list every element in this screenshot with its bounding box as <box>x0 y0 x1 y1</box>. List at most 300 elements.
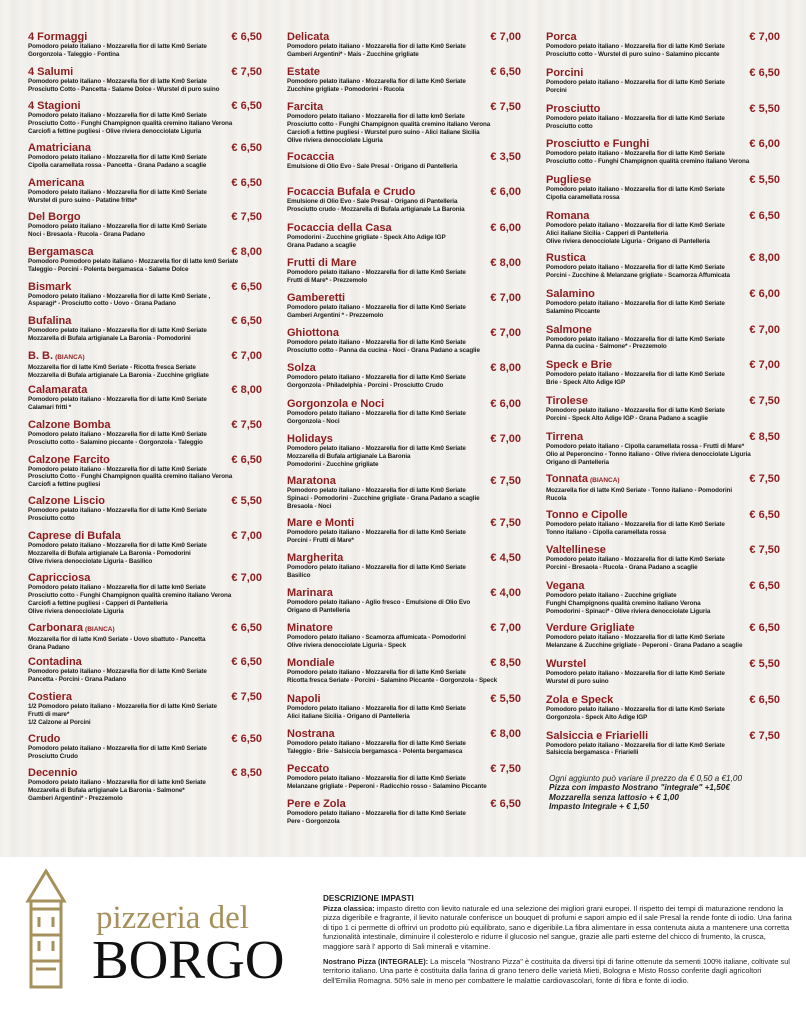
menu-item-header <box>546 67 780 79</box>
menu-item-ingredients: Olio al Peperoncino - Tonno italiano - Olive riviera denocciolate Liguria <box>546 450 751 458</box>
menu-item-ingredients: Brie - Speck Alto Adige IGP <box>546 379 626 387</box>
menu-item-ingredients: Porcini - Zucchine & Melanzane grigliate - Scamorza Affumicata <box>546 271 730 279</box>
menu-item-price: € 7,00 <box>490 327 521 340</box>
menu-item-price: € 6,50 <box>231 656 262 669</box>
menu-item-ingredients: Alici italiane Sicilia - Origano di Pantelleria <box>287 712 410 720</box>
menu-item <box>287 657 521 685</box>
paragraph-text: La miscela "Nostrano Pizza" è costituita da diversi tipi di farine ottenute da sementi 100% italiane, coltivate sul territorio italiano. Una parte è costituita dalla farina di grano tenero delle varietà Mieti, Bologna e Misto Rosso conferite dagli agricoltori dell'Emilia Romagna. 50% sale in meno per combattere le malattie cardiovascolari, fonte di fibra e fonte di iodio. <box>323 957 790 985</box>
menu-item <box>546 622 780 650</box>
menu-item-header <box>28 572 262 584</box>
menu-item <box>28 66 262 94</box>
menu-item-price: € 6,50 <box>231 280 262 293</box>
menu-item-name: Prosciutto <box>546 102 601 115</box>
menu-item-name: Frutti di Mare <box>287 256 357 269</box>
menu-item-header <box>546 622 780 634</box>
menu-item-price: € 8,50 <box>749 430 780 443</box>
menu-item-price: € 7,50 <box>231 418 262 431</box>
menu-item-header <box>28 281 262 293</box>
menu-item-header <box>28 384 262 396</box>
menu-item-header <box>287 151 521 163</box>
menu-item-ingredients: Pomodoro pelato italiano - Mozzarella fior di latte Km0 Seriate <box>287 409 466 417</box>
menu-item-ingredients: Grana Padano a scaglie <box>287 241 356 249</box>
menu-item-price: € 6,50 <box>490 798 521 811</box>
menu-item-name: Bufalina <box>28 315 72 328</box>
menu-item-price: € 8,00 <box>490 362 521 375</box>
menu-item-ingredients: Pomodoro pelato italiano - Mozzarella fior di latte Km0 Seriate <box>28 430 207 438</box>
menu-item-header <box>28 733 262 745</box>
menu-item-ingredients: Mozzarella di Bufala artigianale La Baronia <box>287 452 411 460</box>
menu-item <box>28 177 262 205</box>
menu-item-price: € 8,00 <box>231 384 262 397</box>
menu-item-ingredients: Pomodoro pelato italiano - Mozzarella fior di latte Km0 Seriate <box>28 154 207 162</box>
footer <box>0 857 806 1024</box>
menu-item <box>287 475 521 511</box>
menu-item-ingredients: Prosciutto Cotto - Funghi Champignon qualità cremino italiano Verona <box>28 473 233 481</box>
menu-item-price: € 7,00 <box>490 292 521 304</box>
menu-item <box>546 288 780 316</box>
menu-item-name: Vegana <box>546 580 585 593</box>
menu-item-ingredients: Carciofi a fettine pugliesi - Olive riviera denocciolate Liguria <box>28 128 202 135</box>
menu-item-header <box>28 315 262 327</box>
menu-item-price: € 6,50 <box>231 315 262 328</box>
menu-item-name: Solza <box>287 362 316 375</box>
menu-item-price: € 6,50 <box>231 453 262 466</box>
menu-item-header <box>28 246 262 258</box>
menu-item-ingredients: Pomodoro pelato italiano - Mozzarella fior di latte Km0 Seriate <box>546 186 725 194</box>
menu-item-ingredients: Pomodoro pelato italiano - Mozzarella fior di latte Km0 Seriate <box>28 77 207 85</box>
menu-item-name: Bismark <box>28 280 72 293</box>
menu-item-name: Salsiccia e Friarielli <box>546 729 649 742</box>
menu-item-ingredients: Pomodoro pelato italiano - Mozzarella fior di latte Km0 Seriate <box>287 268 466 276</box>
menu-item-name: Contadina <box>28 656 82 669</box>
menu-item-name: Americana <box>28 176 85 189</box>
menu-item-name: Focaccia Bufala e Crudo <box>287 186 416 199</box>
menu-item-ingredients: Gorgonzola - Taleggio - Fontina <box>28 50 120 58</box>
menu-item-price: € 6,50 <box>231 31 262 43</box>
menu-item-name: Ghiottona <box>287 327 339 340</box>
menu-item-ingredients: Pomodoro pelato italiano - Mozzarella fior di latte Km0 Seriate <box>28 542 207 549</box>
menu-item-ingredients: Prosciutto cotto - Salamino piccante - Gorgonzola - Taleggio <box>28 438 203 446</box>
menu-item-header <box>28 100 262 112</box>
paragraph-text: impasto diretto con lievito naturale ed una selezione dei migliori grani europei. Il rispetto dei tempi di maturazione rendono la pizza digeribile e fragrante, il lievito naturale conferisce un bouquet di profumi e sapori ampio ed il sale Presal la rende fonte di iodio. Una farina di tipo 1 ci permette di offrirvi un prodotto più equilibrato, sano e digeribile.La fibra alimentare in essa contenuta aiuta a mantenere una corretta funzionalità intestinale, diminuire il colesterolo e ridurre il glucosio nel sangue, grazie alle parti esterne del chicco di frumento, la crusca, maggiore sarà l' apporto di Sali minerali e vitamine. <box>323 904 792 951</box>
menu-item-ingredients: Carciofi a fettine pugliesi <box>28 481 101 489</box>
pizzeria-logo <box>22 869 284 989</box>
menu-item-name: Estate <box>287 66 321 79</box>
paragraph-lead: Pizza classica: <box>323 904 375 913</box>
menu-item-header <box>287 433 521 445</box>
menu-item-ingredients: Prosciutto Cotto - Pancetta - Salame Dolce - Wurstel di puro suino <box>28 85 220 93</box>
menu-item-header <box>28 350 262 364</box>
menu-item-name: Margherita <box>287 551 344 564</box>
menu-item-name: Tonnata <box>546 472 588 485</box>
menu-item-ingredients: Pomodoro pelato italiano - Mozzarella fior di latte Km0 Seriate <box>546 520 725 528</box>
menu-item-tag: (BIANCA) <box>55 353 85 361</box>
menu-item-name: Mare e Monti <box>287 516 355 529</box>
menu-item <box>546 324 780 352</box>
menu-item-price: € 7,00 <box>231 530 262 542</box>
menu-item-header <box>546 509 780 521</box>
menu-item-price: € 4,00 <box>490 587 521 599</box>
menu-item <box>28 572 262 616</box>
menu-item-price: € 6,50 <box>231 176 262 189</box>
menu-item-name: Salmone <box>546 323 592 336</box>
menu-item-header <box>287 622 521 634</box>
menu-item <box>28 281 262 309</box>
menu-item <box>28 419 262 447</box>
menu-item-header <box>287 798 521 810</box>
menu-item-header <box>546 359 780 371</box>
menu-item-ingredients: Olive riviera denocciolate Liguria - Basilico <box>28 557 153 565</box>
menu-item-price: € 6,00 <box>490 221 521 234</box>
menu-item <box>28 495 262 523</box>
menu-item-ingredients: Emulsione di Olio Evo - Sale Presal - Origano di Pantelleria <box>287 198 458 206</box>
menu-item-name: Calzone Liscio <box>28 495 106 508</box>
description-title: DESCRIZIONE IMPASTI <box>323 894 414 903</box>
menu-item <box>546 252 780 280</box>
menu-item-header <box>546 395 780 407</box>
menu-item-ingredients: Olive riviera denocciolate Liguria - Speck <box>287 642 406 650</box>
menu-item <box>287 66 521 94</box>
menu-item-name: Maratona <box>287 474 336 487</box>
menu-item-price: € 5,50 <box>749 174 780 187</box>
menu-item <box>546 730 780 758</box>
menu-item <box>28 384 262 412</box>
menu-item-ingredients: Pomodoro pelato italiano - Mozzarella fior di latte km0 Seriate <box>287 113 465 121</box>
tower-icon <box>22 869 70 989</box>
menu-item-header <box>546 473 780 487</box>
menu-item-ingredients: Pomodoro pelato italiano - Mozzarella fior di latte Km0 Seriate <box>287 669 466 677</box>
menu-item-price: € 6,50 <box>231 100 262 113</box>
menu-item-ingredients: Pomodoro pelato italiano - Mozzarella fior di latte Km0 Seriate <box>546 705 725 713</box>
menu-item-ingredients: Mozzarella fior di latte Km0 Seriate - Uovo sbattuto - Pancetta <box>28 635 206 643</box>
menu-item-name: Valtellinese <box>546 544 606 557</box>
menu-item-ingredients: Olive riviera denocciolate Liguria <box>287 137 383 145</box>
menu-item-header <box>287 728 521 740</box>
menu-item <box>28 350 262 380</box>
menu-item-name: Mondiale <box>287 657 335 670</box>
menu-item-header <box>287 398 521 410</box>
menu-item-name: Salamino <box>546 287 595 300</box>
menu-item-ingredients: Prosciutto cotto - Funghi Champignon qualità cremino italiano Verona <box>287 121 491 129</box>
menu-item-header <box>287 517 521 529</box>
menu-item-name: Speck e Brie <box>546 359 613 372</box>
menu-item-price: € 6,50 <box>231 621 262 634</box>
menu-item-header <box>28 142 262 154</box>
menu-item <box>287 151 521 171</box>
menu-item-ingredients: Cipolla caramellata rossa - Pancetta - Grana Padano a scaglie <box>28 162 207 169</box>
menu-item-header <box>287 362 521 374</box>
menu-item-price: € 7,00 <box>231 349 262 362</box>
menu-item-ingredients: Pomodoro pelato italiano - Mozzarella fior di latte Km0 Seriate , <box>28 292 211 300</box>
menu-item-ingredients: Calamari fritti * <box>28 404 72 412</box>
menu-item-price: € 6,50 <box>231 142 262 155</box>
menu-item-header <box>28 656 262 668</box>
menu-item-ingredients: Pomodoro pelato italiano - Mozzarella fior di latte Km0 Seriate <box>287 374 466 382</box>
menu-item-ingredients: Prosciutto crudo - Mozzarella di Bufala artigianale La Baronia <box>287 206 465 214</box>
logo-text-top: pizzeria del <box>96 900 249 936</box>
note-line: Ogni aggiunto può variare il prezzo da € 0,50 a €1,00 <box>549 774 742 783</box>
menu-item-header <box>28 767 262 779</box>
menu-item-ingredients: Pomodoro pelato italiano - Mozzarella fior di latte Km0 Seriate <box>28 396 207 404</box>
menu-item <box>28 767 262 803</box>
menu-item-ingredients: Pomodoro pelato italiano - Mozzarella fior di latte Km0 Seriate <box>546 371 725 379</box>
menu-item-price: € 7,50 <box>231 211 262 224</box>
menu-item-name: Calzone Farcito <box>28 453 110 466</box>
menu-item-ingredients: Pomodoro pelato italiano - Mozzarella fior di latte Km0 Seriate <box>28 223 207 231</box>
description-paragraph-integral <box>323 957 793 985</box>
menu-item <box>546 138 780 166</box>
menu-item <box>287 327 521 355</box>
menu-item <box>546 395 780 423</box>
menu-item <box>28 211 262 239</box>
menu-item <box>28 142 262 170</box>
menu-item-header <box>546 138 780 150</box>
menu-item-name: Verdure Grigliate <box>546 622 635 635</box>
menu-item <box>546 174 780 202</box>
menu-item <box>546 31 780 59</box>
menu-item-price: € 7,00 <box>749 359 780 372</box>
menu-item-ingredients: Ricotta fresca Seriate - Porcini - Salamino Piccante - Gorgonzola - Speck <box>287 677 498 685</box>
menu-item-name: Prosciutto e Funghi <box>546 138 650 151</box>
menu-item <box>546 431 780 467</box>
menu-item <box>287 728 521 756</box>
menu-item-header <box>287 693 521 705</box>
menu-item-ingredients: Pomodoro pelato italiano - Mozzarella fior di latte Km0 Seriate <box>546 150 725 158</box>
menu-item-price: € 7,50 <box>749 395 780 408</box>
menu-item-ingredients: Emulsione di Olio Evo - Sale Presal - Origano di Pantelleria <box>287 163 458 171</box>
menu-item <box>28 656 262 684</box>
menu-item-name: Gorgonzola e Noci <box>287 397 385 410</box>
note-line: Mozzarella senza lattosio + € 1,00 <box>549 792 679 802</box>
menu-item-header <box>287 587 521 599</box>
menu-item-ingredients: Cipolla caramellata rossa <box>546 194 620 202</box>
menu-item-name: Tirrena <box>546 430 584 443</box>
menu-item-header <box>546 658 780 670</box>
menu-item-ingredients: Pomodoro pelato italiano - Cipolla caramellata rossa - Frutti di Mare* <box>546 442 745 450</box>
menu-item-ingredients: Pomodoro pelato italiano - Mozzarella fior di latte Km0 Seriate <box>546 634 725 642</box>
menu-item-name: Rustica <box>546 251 586 264</box>
menu-item-name: Pere e Zola <box>287 798 346 811</box>
menu-item-ingredients: Pomodoro pelato italiano - Mozzarella fior di latte Km0 Seriate <box>287 444 466 452</box>
menu-item <box>287 292 521 320</box>
menu-item-header <box>546 31 780 43</box>
menu-item-price: € 6,00 <box>490 397 521 410</box>
menu-item-ingredients: Pomodoro pelato italiano - Mozzarella fior di latte Km0 Seriate <box>287 704 466 712</box>
menu-item-price: € 7,00 <box>749 323 780 336</box>
menu-item <box>28 691 262 727</box>
menu-item-ingredients: Porcini - Bresaola - Rucola - Grana Padano a scaglie <box>546 564 698 572</box>
menu-item-name: Holidays <box>287 432 333 445</box>
menu-item <box>546 473 780 503</box>
menu-item-header <box>287 327 521 339</box>
menu-item-ingredients: Salsiccia bergamasca - Friarielli <box>546 749 639 757</box>
menu-item <box>546 658 780 686</box>
extras-notes <box>549 774 789 812</box>
menu-item-header <box>28 622 262 636</box>
menu-item-price: € 8,00 <box>490 727 521 740</box>
menu-item-ingredients: Bresaola - Noci <box>287 502 332 510</box>
menu-item-ingredients: Olive riviera denocciolate Liguria <box>28 607 124 615</box>
menu-item-price: € 8,50 <box>490 657 521 670</box>
menu-item-price: € 6,00 <box>490 186 521 199</box>
menu-item-ingredients: Pomodoro pelato italiano - Mozzarella fior di latte Km0 Seriate <box>546 556 725 564</box>
menu-item-ingredients: Prosciutto cotto - Panna da cucina - Noci - Grana Padano a scaglie <box>287 347 480 355</box>
menu-item-header <box>287 31 521 43</box>
menu-item-ingredients: Pomodoro pelato italiano - Mozzarella fior di latte Km0 Seriate <box>287 775 466 782</box>
menu-item <box>546 359 780 387</box>
menu-item-price: € 5,50 <box>749 102 780 115</box>
menu-item-name: Minatore <box>287 622 333 635</box>
menu-item <box>287 398 521 426</box>
menu-item <box>287 257 521 285</box>
menu-item-header <box>287 552 521 564</box>
menu-item-header <box>546 210 780 222</box>
menu-item-ingredients: Gorgonzola - Noci <box>287 417 340 425</box>
menu-item-price: € 6,50 <box>749 210 780 222</box>
menu-item-header <box>546 730 780 742</box>
menu-item-name: Carbonara <box>28 621 84 634</box>
menu-item-ingredients: Gamberi Argentini* - Mais - Zucchine grigliate <box>287 50 419 58</box>
menu-item-price: € 6,50 <box>749 693 780 706</box>
menu-item-ingredients: Pomodoro pelato italiano - Mozzarella fior di latte Km0 Seriate <box>28 507 207 515</box>
menu-item-ingredients: Pomodoro pelato italiano - Mozzarella fior di latte Km0 Seriate <box>546 741 725 749</box>
menu-item <box>546 580 780 616</box>
menu-item-ingredients: Pomodoro pelato italiano - Mozzarella fior di latte Km0 Seriate <box>287 810 466 818</box>
menu-item-name: Calamarata <box>28 384 88 397</box>
menu-item <box>287 101 521 145</box>
menu-item-ingredients: Mozzarella di Bufala artigianale La Baronia - Zucchine grigliate <box>28 371 209 379</box>
menu-item-header <box>546 103 780 115</box>
menu-item-name: Bergamasca <box>28 245 94 258</box>
menu-item-name: Peccato <box>287 763 330 775</box>
menu-item-ingredients: Prosciutto cotto <box>546 122 593 130</box>
menu-item-name: 4 Formaggi <box>28 31 88 43</box>
menu-item-price: € 8,50 <box>231 767 262 780</box>
menu-item-ingredients: Prosciutto Cotto - Funghi Champignon qualità cremino italiano Verona <box>28 120 233 128</box>
menu-item-price: € 7,00 <box>490 622 521 635</box>
menu-item <box>28 100 262 136</box>
menu-item-ingredients: Pomodoro pelato italiano - Mozzarella fior di latte Km0 Seriate <box>28 188 207 196</box>
menu-item-ingredients: Gorgonzola - Speck Alto Adige IGP <box>546 713 648 721</box>
menu-item-ingredients: Pomodoro pelato italiano - Mozzarella fior di latte Km0 Seriate <box>28 327 207 335</box>
menu-item-header <box>28 495 262 507</box>
menu-item-ingredients: Pomodoro pelato italiano - Aglio fresco - Emulsione di Olio Evo <box>287 599 471 606</box>
menu-item <box>546 210 780 246</box>
menu-item <box>546 509 780 537</box>
menu-item-ingredients: Pomodoro pelato italiano - Mozzarella fior di latte Km0 Seriate <box>287 78 466 86</box>
menu-item-ingredients: Mozzarella di Bufala artigianale La Baronia - Pomodorini <box>28 549 191 557</box>
menu-item <box>287 31 521 59</box>
menu-item <box>287 517 521 545</box>
menu-item-ingredients: Pomodorini - Zucchine grigliate - Speck Alto Adige IGP <box>287 233 446 241</box>
menu-item-ingredients: Pancetta - Porcini - Grana Padano <box>28 676 127 684</box>
menu-item-ingredients: Taleggio - Porcini - Polenta bergamasca - Salame Dolce <box>28 265 189 273</box>
menu-item-name: Romana <box>546 210 590 222</box>
menu-item-header <box>287 186 521 198</box>
menu-item-price: € 6,50 <box>749 622 780 635</box>
menu-item <box>287 798 521 826</box>
menu-item-tag: (BIANCA) <box>85 625 115 633</box>
menu-item-ingredients: Pomodoro pelato italiano - Mozzarella fior di latte Km0 Seriate <box>28 668 207 676</box>
menu-item-ingredients: Prosciutto cotto <box>28 515 75 523</box>
menu-item-price: € 6,50 <box>749 508 780 521</box>
menu-item-name: Crudo <box>28 732 61 745</box>
menu-item <box>287 622 521 650</box>
menu-item-ingredients: 1/2 Pomodoro pelato italiano - Mozzarella fior di latte Km0 Seriate <box>28 702 217 710</box>
menu-item-header <box>546 174 780 186</box>
menu-item-ingredients: Pomodorini - Spinaci* - Olive riviera denocciolate Liguria <box>546 608 711 615</box>
menu-item <box>546 694 780 722</box>
menu-item-header <box>28 419 262 431</box>
menu-item-name: Focaccia della Casa <box>287 221 392 234</box>
menu-item-header <box>546 431 780 443</box>
menu-item-name: Pugliese <box>546 174 592 187</box>
menu-item-ingredients: Prosciutto cotto - Funghi Champignon qualità cremino italiano Verona <box>546 158 750 166</box>
menu-item-name: Napoli <box>287 692 321 705</box>
menu-item-header <box>287 657 521 669</box>
menu-item-name: Focaccia <box>287 151 335 164</box>
menu-item-price: € 7,50 <box>490 101 521 114</box>
note-line: Pizza con impasto Nostrano "integrale" +1,50€ <box>549 783 730 793</box>
menu-item-price: € 8,00 <box>749 251 780 264</box>
menu-item-price: € 6,00 <box>749 138 780 151</box>
menu-item-ingredients: Pomodoro pelato italiano - Mozzarella fior di latte Km0 Seriate <box>28 744 207 752</box>
menu-item-price: € 5,50 <box>231 495 262 508</box>
menu-item-ingredients: Mozzarella fior di latte Km0 Seriate - Ricotta fresca Seriate <box>28 363 196 371</box>
menu-item-header <box>287 66 521 78</box>
menu-item-ingredients: Pomodoro pelato italiano - Mozzarella fior di latte Km0 Seriate <box>287 486 466 494</box>
menu-item <box>287 186 521 214</box>
menu-item-ingredients: 1/2 Calzone al Porcini <box>28 718 91 726</box>
menu-item-name: 4 Stagioni <box>28 100 81 113</box>
menu-item-name: Capricciosa <box>28 571 91 584</box>
menu-item-price: € 7,00 <box>231 571 262 584</box>
menu-item-name: Decennio <box>28 767 78 780</box>
menu-item-ingredients: Pomodoro pelato italiano - Mozzarella fior di latte Km0 Seriate <box>287 563 466 571</box>
menu-item-ingredients: Basilico <box>287 571 311 579</box>
menu-item-ingredients: Pomodoro pelato italiano - Mozzarella fior di latte Km0 Seriate <box>546 407 725 415</box>
menu-item-header <box>28 31 262 43</box>
menu-item-ingredients: Pomodoro pelato italiano - Mozzarella fior di latte Km0 Seriate <box>287 304 466 311</box>
menu-item-ingredients: Spinaci - Pomodorini - Zucchine grigliate - Grana Padano a scaglie <box>287 494 480 502</box>
menu-item-ingredients: Mozzarella di Bufala artigianale La Baronia - Pomodorini <box>28 335 191 342</box>
menu-item-ingredients: Origano di Pantelleria <box>287 606 350 614</box>
menu-item-header <box>546 544 780 556</box>
menu-item-name: Farcita <box>287 101 324 114</box>
menu-item-header <box>28 530 262 542</box>
menu-item-price: € 4,50 <box>490 551 521 564</box>
menu-item-name: Calzone Bomba <box>28 418 111 431</box>
menu-item-header <box>287 257 521 269</box>
menu-item-ingredients: Prosciutto cotto - Funghi Champignon qualità cremino italiano Verona <box>28 591 232 599</box>
menu-item-ingredients: Mozzarella di Bufala artigianale La Baronia - Salmone* <box>28 787 185 795</box>
menu-item-ingredients: Wurstel di puro suino <box>546 677 609 685</box>
menu-item-name: Porcini <box>546 66 584 79</box>
menu-item <box>287 552 521 580</box>
menu-item-header <box>546 324 780 336</box>
menu-item-ingredients: Prosciutto Crudo <box>28 752 78 760</box>
menu-item-header <box>28 454 262 466</box>
menu-item-name: Tonno e Cipolle <box>546 508 628 521</box>
menu-item-ingredients: Tonno italiano - Cipolla caramellata rossa <box>546 528 666 536</box>
menu-item-ingredients: Pomodoro pelato italiano - Mozzarella fior di latte Km0 Seriate <box>287 739 466 747</box>
menu-item-price: € 3,50 <box>490 151 521 164</box>
menu-item-price: € 8,00 <box>231 245 262 258</box>
menu-item-ingredients: Pomodoro pelato italiano - Mozzarella fior di latte Km0 Seriate <box>287 43 466 50</box>
menu-item-price: € 7,50 <box>490 516 521 529</box>
menu-item-ingredients: Pomodoro pelato italiano - Mozzarella fior di latte Km0 Seriate <box>546 335 725 343</box>
menu-item-ingredients: Grana Padano <box>28 643 70 651</box>
